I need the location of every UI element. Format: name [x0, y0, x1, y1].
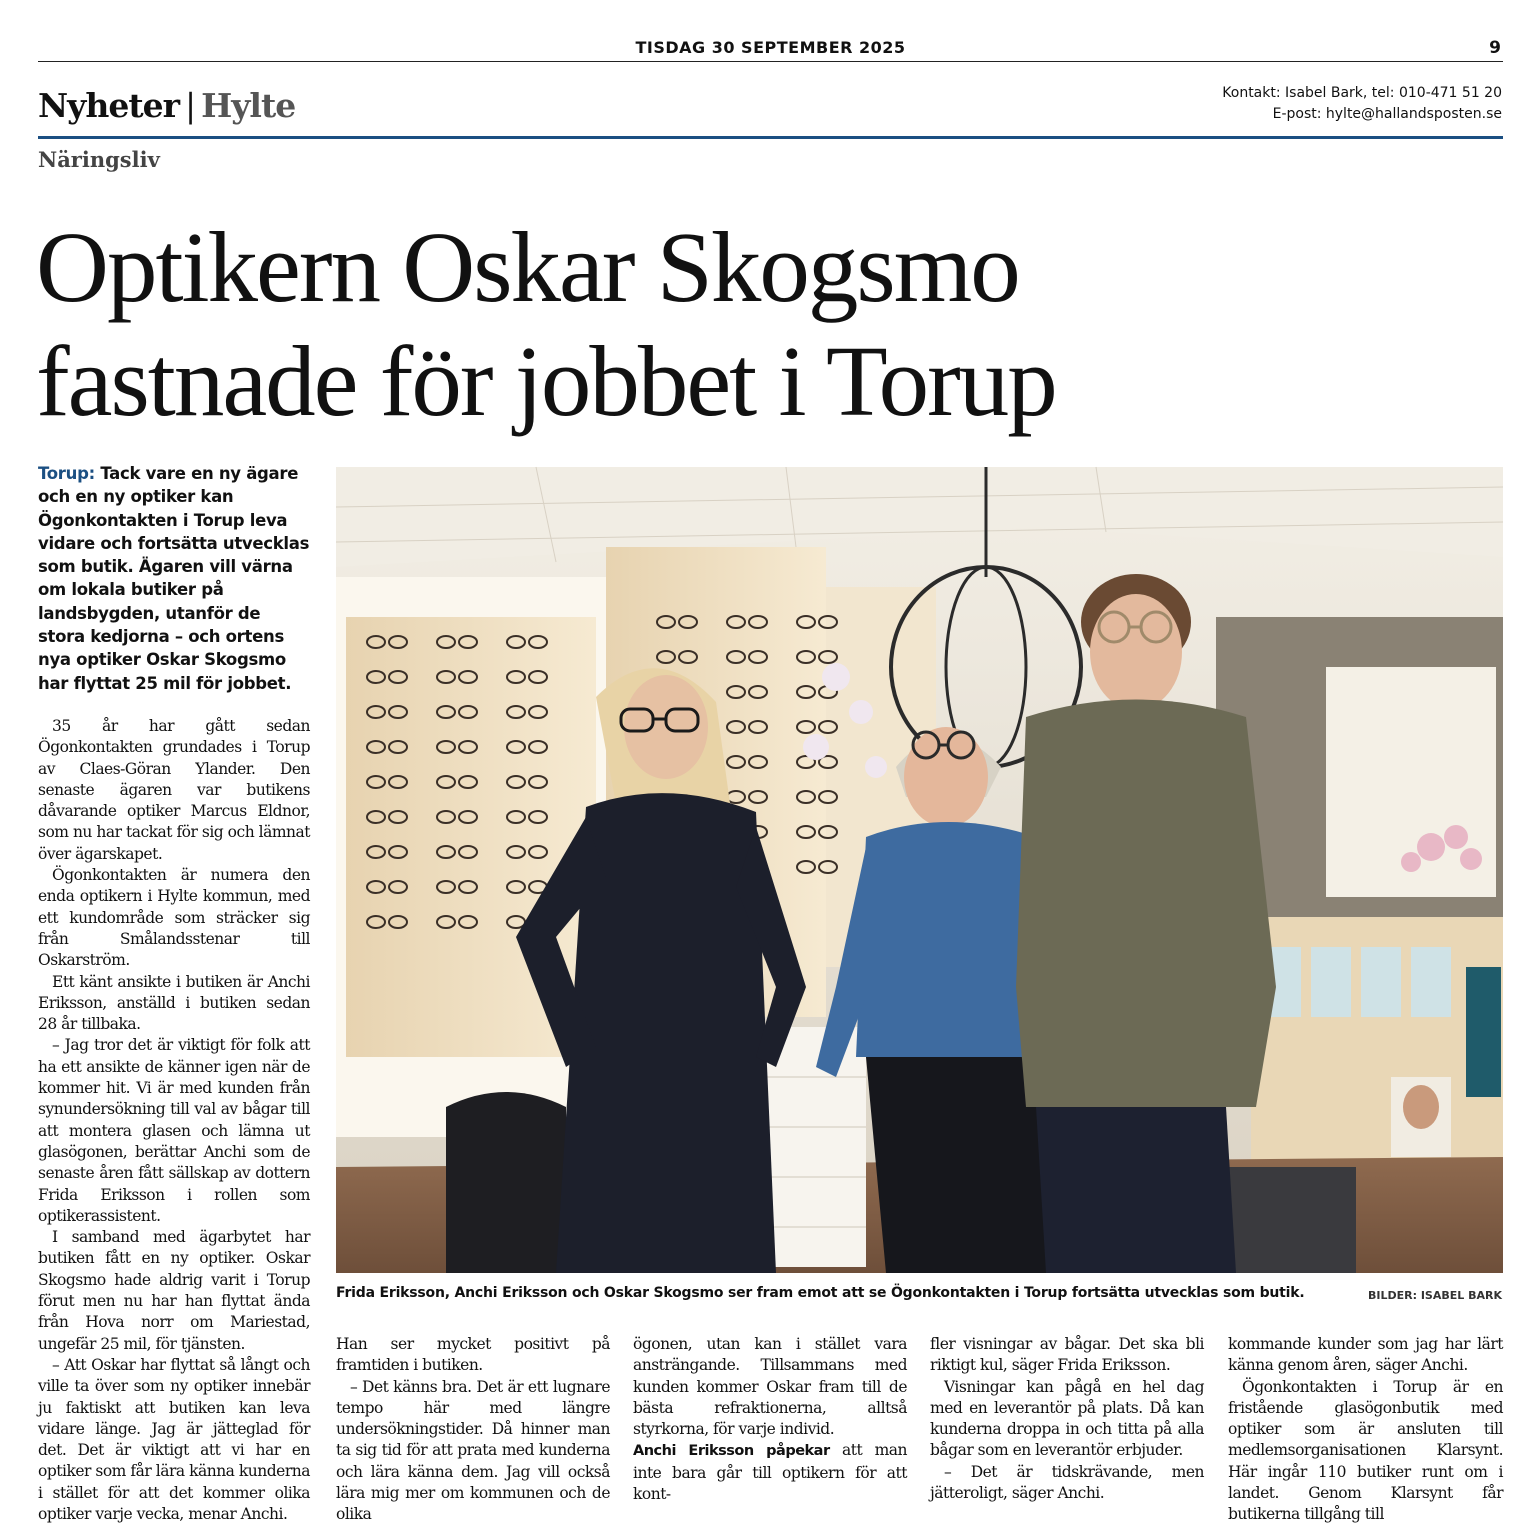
- body-paragraph: 35 år har gått sedan Ögonkontakten grundades i Torup av Claes-Göran Ylander. Den senaste ägaren var butikens dåvarande optiker Marcus Eldnor, som nu har tackat för sig och lämnat över ägarskapet.: [38, 717, 310, 863]
- body-paragraph: ögonen, utan kan i stället vara ansträngande. Tillsammans med kunden kommer Oskar fram till de bästa refraktionerna, alltså styrkorna, för varje individ.: [633, 1335, 907, 1439]
- body-paragraph: kommande kunder som jag har lärt känna genom åren, säger Anchi.: [1228, 1335, 1503, 1375]
- photo-credit: BILDER: ISABEL BARK: [1368, 1289, 1502, 1302]
- issue-date: TISDAG 30 SEPTEMBER 2025: [635, 38, 906, 57]
- body-paragraph: – Det känns bra. Det är ett lugnare tempo här med längre undersökningstider. Då hinner man ta sig tid för att prata med kunderna och lära känna dem. Jag vill också lära mig mer om kommunen och de olika: [336, 1377, 610, 1524]
- body-column-4: [930, 1334, 1204, 1504]
- body-paragraph: Visningar kan pågå en hel dag med en leverantör på plats. Då kan kunderna droppa in och titta på alla bågar som en leverantör erbjuder.: [930, 1377, 1204, 1460]
- contact-phone: Kontakt: Isabel Bark, tel: 010-471 51 20: [1222, 85, 1502, 101]
- photo-caption: Frida Eriksson, Anchi Eriksson och Oskar Skogsmo ser fram emot att se Ögonkontakten i Torup fortsätta utvecklas som butik.: [336, 1285, 1305, 1301]
- body-paragraph: fler visningar av bågar. Det ska bli riktigt kul, säger Frida Eriksson.: [930, 1335, 1204, 1375]
- kicker: Näringsliv: [38, 147, 160, 172]
- body-column-5: [1228, 1334, 1503, 1526]
- headline-line-2: fastnade för jobbet i Torup: [36, 325, 1056, 437]
- body-column-3: [633, 1334, 907, 1505]
- photo-illustration: [336, 467, 1503, 1273]
- contact-info: [1222, 83, 1502, 125]
- section-rule: [38, 136, 1503, 139]
- section-header: [38, 86, 295, 125]
- page-number: 9: [1489, 38, 1501, 58]
- contact-email: E-post: hylte@hallandsposten.se: [1272, 106, 1502, 122]
- page-folio: [38, 38, 1503, 62]
- body-paragraph: – Jag tror det är viktigt för folk att ha ett ansikte de känner igen när de kommer hit. Vi är med kunden från synundersökning till val av bågar till att montera glasen och lämna ut glasögonen, berättar Anchi som de senaste åren fått sällskap av dottern Frida Eriksson i rollen som optikerassistent.: [38, 1036, 310, 1225]
- lead-paragraph: [38, 462, 310, 695]
- headline: [36, 210, 1296, 438]
- section-separator: |: [184, 86, 196, 125]
- body-paragraph: Ögonkontakten är numera den enda optikern i Hylte kommun, med ett kundområde som sträcker sig från Smålandsstenar till Oskarström.: [38, 866, 310, 970]
- section-subname: Hylte: [201, 86, 296, 125]
- lead-text: Tack vare en ny ägare och en ny optiker kan Ögonkontakten i Torup leva vidare och fortsätta utvecklas som butik. Ägaren vill värna om lokala butiker på landsbygden, utanför de stora kedjorna – och ortens nya optiker Oskar Skogsmo har flyttat 25 mil för jobbet.: [38, 464, 310, 693]
- section-name: Nyheter: [38, 86, 179, 125]
- article-photo: [336, 467, 1503, 1273]
- dateline-place: Torup:: [38, 464, 95, 483]
- bold-lead-in: Anchi Eriksson påpekar: [633, 1443, 830, 1460]
- body-column-2: [336, 1334, 610, 1526]
- body-paragraph: Ögonkontakten i Torup är en fristående glasögonbutik med optiker som är ansluten till medlemsorganisationen Klarsynt. Här ingår 110 butiker runt om i landet. Genom Klarsynt får butikerna tillgång till: [1228, 1377, 1503, 1524]
- body-paragraph-with-lead-in: [633, 1440, 907, 1505]
- body-paragraph: Han ser mycket positivt på framtiden i butiken.: [336, 1335, 610, 1375]
- body-paragraph: I samband med ägarbytet har butiken fått en ny optiker. Oskar Skogsmo hade aldrig varit i Torup förut men nu har han flyttat ända från Hova norr om Mariestad, ungefär 25 mil, för tjänsten.: [38, 1228, 310, 1353]
- headline-line-1: Optikern Oskar Skogsmo: [36, 211, 1019, 323]
- body-paragraph: – Att Oskar har flyttat så långt och ville ta över som ny optiker innebär ju faktiskt att butiken kan leva vidare länge. Jag är jätteglad för det. Det är viktigt att vi har en optiker som får lära känna kunderna i stället för att det kommer olika optiker varje vecka, menar Anchi.: [38, 1355, 310, 1523]
- body-column-1: [38, 716, 310, 1525]
- body-text: att man inte bara går till optikern för att kont-: [633, 1441, 907, 1504]
- body-paragraph: Ett känt ansikte i butiken är Anchi Eriksson, anställd i butiken sedan 28 år tillbaka.: [38, 972, 310, 1034]
- body-paragraph: – Det är tidskrävande, men jätteroligt, säger Anchi.: [930, 1462, 1204, 1503]
